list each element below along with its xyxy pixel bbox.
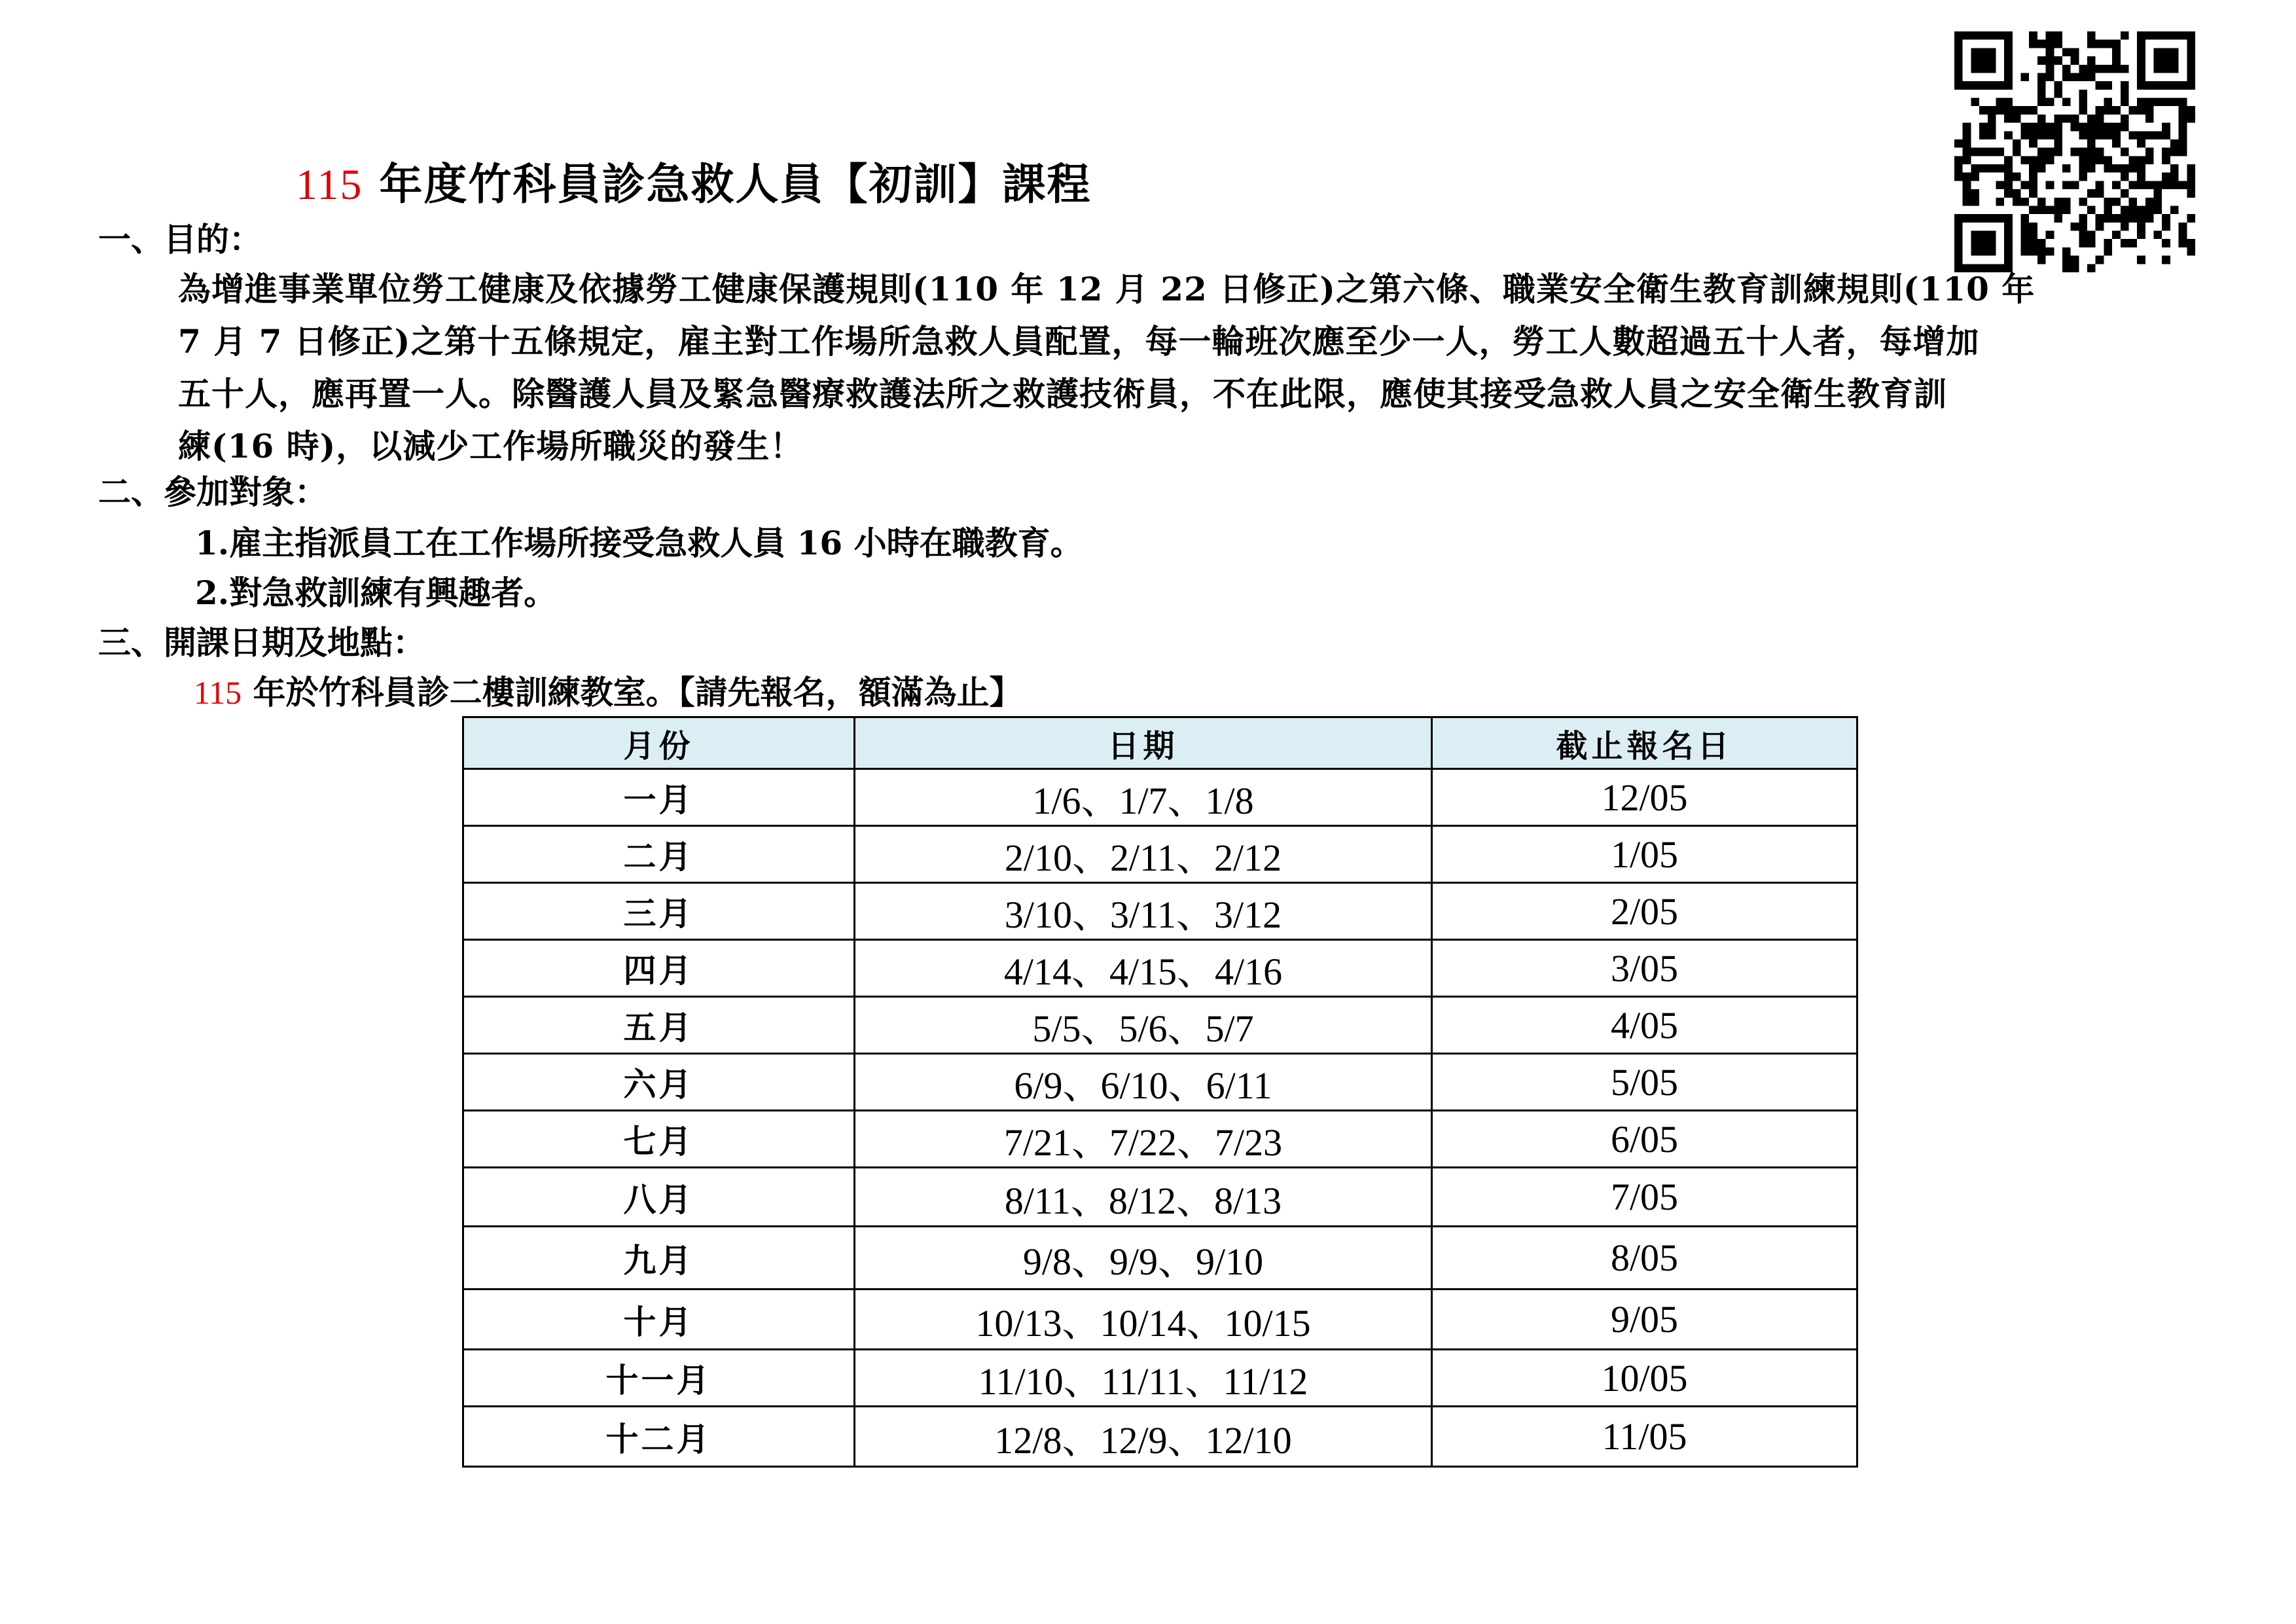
deadline-cell: 10/05 [1432, 1350, 1857, 1407]
dates-cell: 4/14、4/15、4/16 [855, 940, 1432, 997]
table-row [463, 1290, 1857, 1350]
deadline-cell: 5/05 [1432, 1054, 1857, 1111]
purpose-line: 練(16 時)，以減少工作場所職災的發生！ [178, 427, 804, 465]
table-row [463, 769, 1857, 826]
purpose-line: 為增進事業單位勞工健康及依據勞工健康保護規則(110 年 12 月 22 日修正)之第六條、職業安全衛生教育訓練規則(110 年 [178, 270, 2036, 308]
dates-cell: 3/10、3/11、3/12 [855, 883, 1432, 940]
deadline-cell: 6/05 [1432, 1111, 1857, 1168]
venue-description: 年於竹科員診二樓訓練教室。【請先報名，額滿為止】 [253, 673, 1022, 712]
table-row [463, 997, 1857, 1054]
dates-cell: 1/6、1/7、1/8 [855, 769, 1432, 826]
deadline-cell: 8/05 [1432, 1227, 1857, 1290]
dates-cell: 2/10、2/11、2/12 [855, 826, 1432, 883]
table-row [463, 883, 1857, 940]
venue-year: 115 [194, 674, 242, 711]
title-year: 115 [296, 161, 363, 209]
deadline-cell: 4/05 [1432, 997, 1857, 1054]
dates-cell: 10/13、10/14、10/15 [855, 1290, 1432, 1350]
table-row [463, 1407, 1857, 1467]
dates-cell: 8/11、8/12、8/13 [855, 1168, 1432, 1227]
venue-text [194, 666, 1022, 713]
month-cell: 十月 [463, 1290, 855, 1350]
dates-cell: 11/10、11/11、11/12 [855, 1350, 1432, 1407]
header-dates: 日期 [855, 717, 1432, 769]
qr-code-icon[interactable] [1954, 31, 2195, 272]
deadline-cell: 9/05 [1432, 1290, 1857, 1350]
table-row [463, 1350, 1857, 1407]
table-row [463, 1227, 1857, 1290]
deadline-cell: 1/05 [1432, 826, 1857, 883]
month-cell: 九月 [463, 1227, 855, 1290]
deadline-cell: 11/05 [1432, 1407, 1857, 1467]
dates-cell: 9/8、9/9、9/10 [855, 1227, 1432, 1290]
month-cell: 五月 [463, 997, 855, 1054]
month-cell: 四月 [463, 940, 855, 997]
deadline-cell: 3/05 [1432, 940, 1857, 997]
header-deadline: 截止報名日 [1432, 717, 1857, 769]
month-cell: 六月 [463, 1054, 855, 1111]
month-cell: 七月 [463, 1111, 855, 1168]
month-cell: 十一月 [463, 1350, 855, 1407]
section-purpose-text [178, 263, 2214, 473]
section-schedule-heading: 三、開課日期及地點： [98, 623, 425, 662]
month-cell: 八月 [463, 1168, 855, 1227]
dates-cell: 5/5、5/6、5/7 [855, 997, 1432, 1054]
month-cell: 十二月 [463, 1407, 855, 1467]
table-row [463, 1054, 1857, 1111]
participant-item: 1.雇主指派員工在工作場所接受急救人員 16 小時在職教育。 [195, 524, 1083, 562]
schedule-table [462, 716, 1858, 1468]
section-purpose-heading: 一、目的： [98, 220, 262, 259]
dates-cell: 12/8、12/9、12/10 [855, 1407, 1432, 1467]
table-row [463, 1111, 1857, 1168]
month-cell: 二月 [463, 826, 855, 883]
dates-cell: 7/21、7/22、7/23 [855, 1111, 1432, 1168]
purpose-line: 7 月 7 日修正)之第十五條規定，雇主對工作場所急救人員配置，每一輪班次應至少一人，勞工人數超過五十人者，每增加 [178, 322, 1980, 361]
deadline-cell: 12/05 [1432, 769, 1857, 826]
header-month: 月份 [463, 717, 855, 769]
purpose-line: 五十人，應再置一人。除醫護人員及緊急醫療救護法所之救護技術員，不在此限，應使其接受急救人員之安全衛生教育訓 [178, 374, 1947, 413]
table-row [463, 826, 1857, 883]
table-row [463, 940, 1857, 997]
title-text: 年度竹科員診急救人員【初訓】課程 [379, 158, 1092, 209]
table-header-row [463, 717, 1857, 769]
month-cell: 三月 [463, 883, 855, 940]
deadline-cell: 7/05 [1432, 1168, 1857, 1227]
page-title [296, 149, 1092, 211]
table-row [463, 1168, 1857, 1227]
dates-cell: 6/9、6/10、6/11 [855, 1054, 1432, 1111]
section-participants-heading: 二、參加對象： [98, 473, 327, 511]
participant-item: 2.對急救訓練有興趣者。 [195, 573, 557, 612]
deadline-cell: 2/05 [1432, 883, 1857, 940]
month-cell: 一月 [463, 769, 855, 826]
